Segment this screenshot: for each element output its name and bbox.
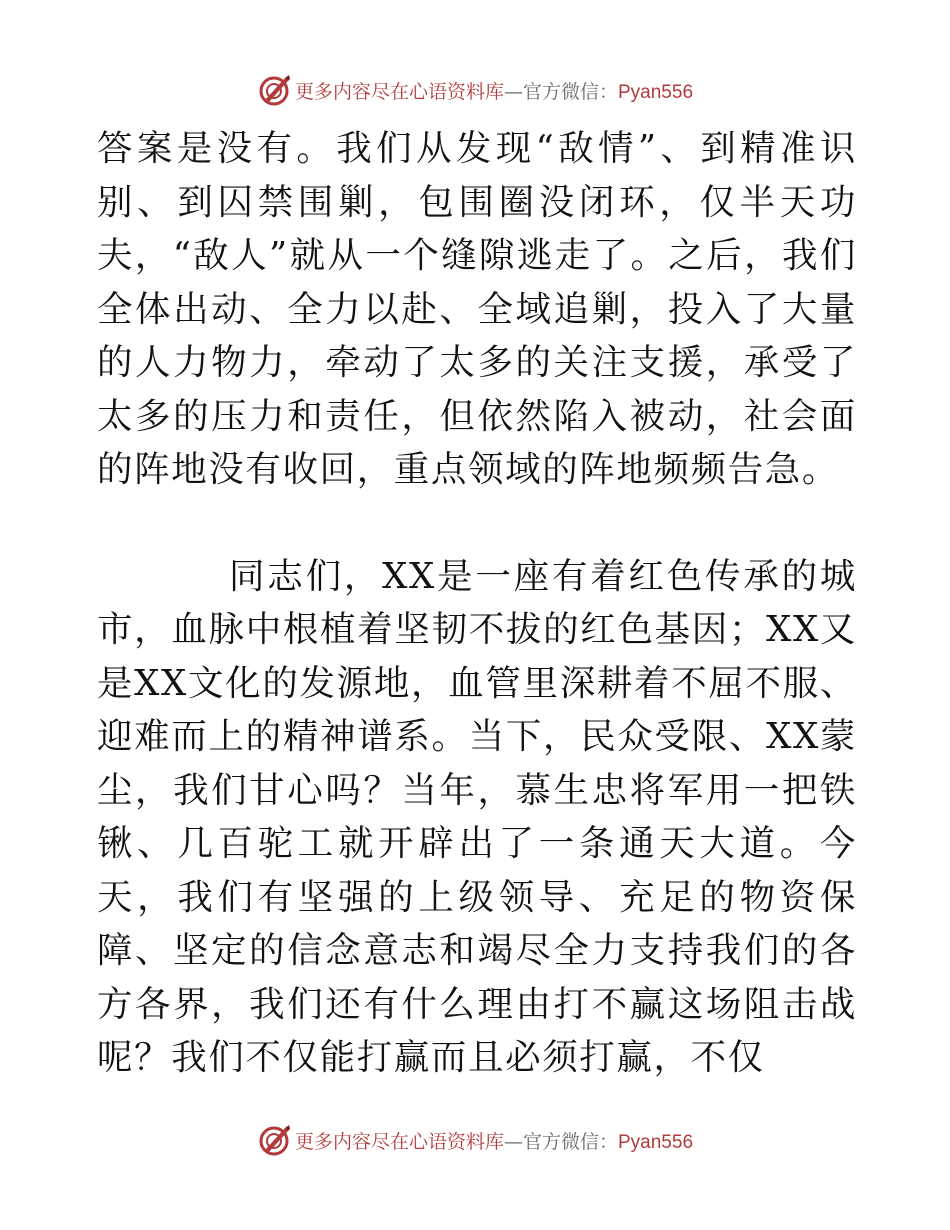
header-wechat-label: 官方微信： [522,80,618,103]
footer-banner-inner [257,1123,693,1157]
pen-logo-icon [257,1123,291,1157]
header-banner-inner [257,73,693,107]
header-wechat-id: Pyan556 [618,81,694,103]
footer-banner [0,1120,950,1160]
footer-separator: — [503,1130,523,1153]
paragraph-1: 答案是没有。我们从发现“敌情”、到精准识别、到囚禁围剿，包围圈没闭环，仅半天功夫，“敌人”就从一个缝隙逃走了。之后，我们全体出动、全力以赴、全域追剿，投入了大量的人力物力，牵动了太多的关注支援，承受了太多的压力和责任，但依然陷入被动，社会面的阵地没有收回，重点领域的阵地频频告急。 [97,128,857,490]
footer-promo-text: 更多内容尽在心语资料库 [294,1130,504,1153]
header-promo-text: 更多内容尽在心语资料库 [294,80,504,103]
footer-wechat-label: 官方微信： [522,1130,618,1153]
paragraph-2: 同志们，XX是一座有着红色传承的城市，血脉中根植着坚韧不拔的红色基因；XX又是XX文化的发源地，血管里深耕着不屈不服、迎难而上的精神谱系。当下，民众受限、XX蒙尘，我们甘心吗？当年，慕生忠将军用一把铁锹、几百驼工就开辟出了一条通天大道。今天，我们有坚强的上级领导、充足的物资保障、坚定的信念意志和竭尽全力支持我们的各方各界，我们还有什么理由打不赢这场阻击战呢？我们不仅能打赢而且必须打赢，不仅 [97,555,857,1078]
footer-wechat-id: Pyan556 [618,1131,694,1153]
footer-banner-text [295,1127,693,1154]
document-body [97,122,857,1085]
header-banner [0,70,950,110]
header-banner-text [295,77,693,104]
header-separator: — [503,80,523,103]
pen-logo-icon [257,73,291,107]
